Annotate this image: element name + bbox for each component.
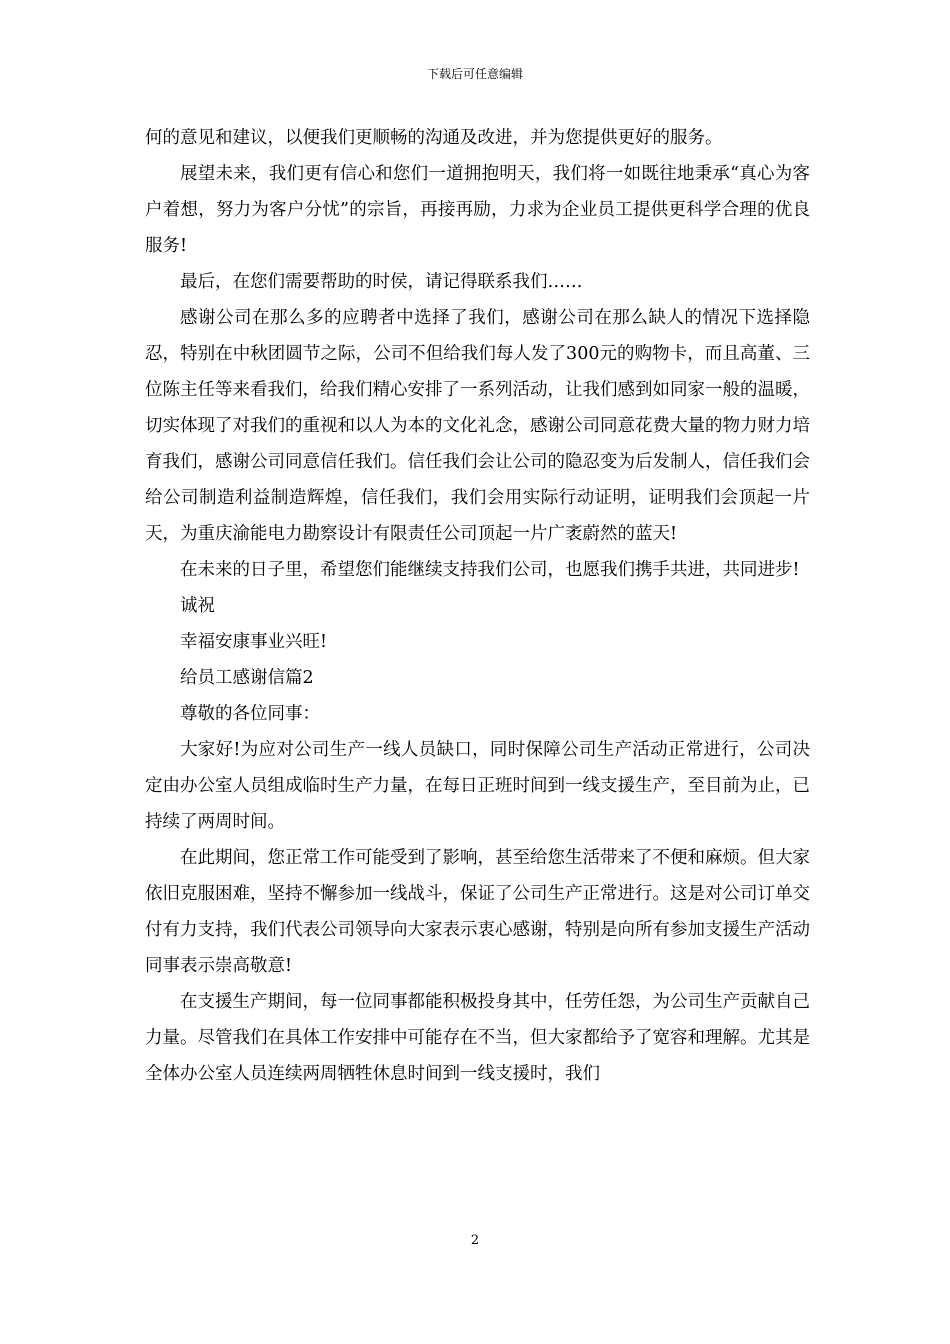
paragraph: 何的意见和建议，以便我们更顺畅的沟通及改进，并为您提供更好的服务。 bbox=[145, 128, 723, 148]
closing-wish: 幸福安康事业兴旺! bbox=[180, 632, 328, 652]
paragraph: 最后，在您们需要帮助的时侯，请记得联系我们…… bbox=[180, 272, 583, 292]
paragraph: 在此期间，您正常工作可能受到了影响，甚至给您生活带来了不便和麻烦。但大家依旧克服困难，坚持不懈参加一线战斗，保证了公司生产正常进行。这是对公司订单交付有力支持，我们代表公司领导向大家表示衷心感谢，特别是向所有参加支援生产活动同事表示崇高敬意! bbox=[145, 848, 810, 976]
page-header: 下载后可任意编辑 bbox=[426, 67, 523, 81]
paragraph: 展望未来，我们更有信心和您们一道拥抱明天，我们将一如既往地秉承“真心为客户着想，努力为客户分忧”的宗旨，再接再励，力求为企业员工提供更科学合理的优良服务! bbox=[145, 164, 810, 256]
paragraph: 在未来的日子里，希望您们能继续支持我们公司，也愿我们携手共进，共同进步! bbox=[180, 560, 800, 580]
section-title: 给员工感谢信篇2 bbox=[180, 668, 314, 688]
document-body bbox=[145, 120, 810, 1092]
page-number: 2 bbox=[470, 1233, 480, 1248]
greeting: 尊敬的各位同事： bbox=[180, 704, 320, 724]
closing-salutation: 诚祝 bbox=[180, 596, 215, 616]
paragraph: 感谢公司在那么多的应聘者中选择了我们，感谢公司在那么缺人的情况下选择隐忍，特别在中秋团圆节之际，公司不但给我们每人发了300元的购物卡，而且高董、三位陈主任等来看我们，给我们精心安排了一系列活动，让我们感到如同家一般的温暖，切实体现了对我们的重视和以人为本的文化礼念，感谢公司同意花费大量的物力财力培育我们，感谢公司同意信任我们。信任我们会让公司的隐忍变为后发制人，信任我们会给公司制造利益制造辉煌，信任我们，我们会用实际行动证明，证明我们会顶起一片天，为重庆渝能电力勘察设计有限责任公司顶起一片广袤蔚然的蓝天! bbox=[145, 308, 810, 544]
paragraph: 在支援生产期间，每一位同事都能积极投身其中，任劳任怨，为公司生产贡献自己力量。尽管我们在具体工作安排中可能存在不当，但大家都给予了宽容和理解。尤其是全体办公室人员连续两周牺牲休息时间到一线支援时，我们 bbox=[145, 992, 810, 1084]
paragraph: 大家好!为应对公司生产一线人员缺口，同时保障公司生产活动正常进行，公司决定由办公室人员组成临时生产力量，在每日正班时间到一线支援生产，至目前为止，已持续了两周时间。 bbox=[145, 740, 810, 832]
